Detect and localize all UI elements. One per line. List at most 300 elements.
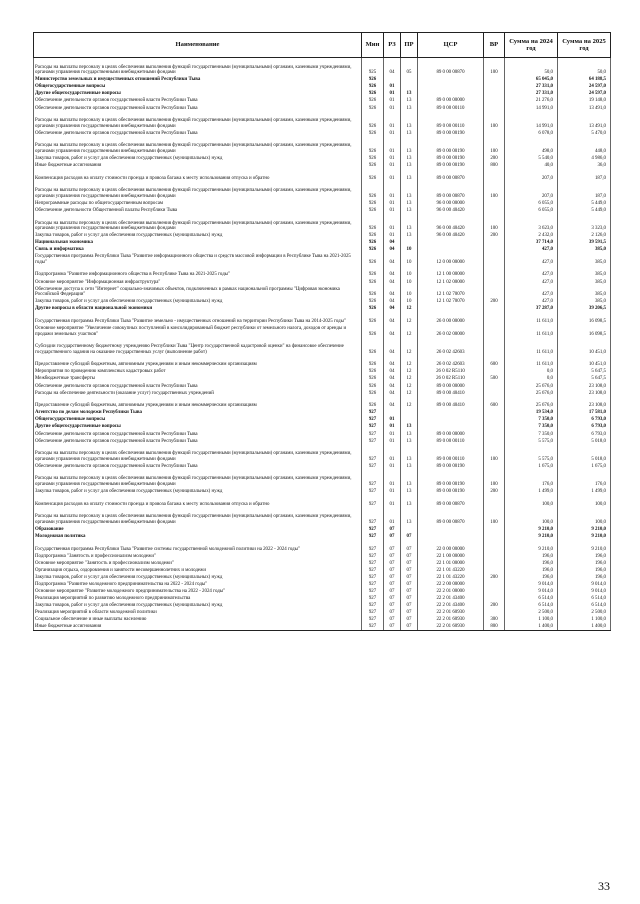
row-pr: 13 [401,104,418,111]
row-sum-2025: 10 451,0 [558,355,611,368]
row-sum-2024: 50,0 [505,58,558,76]
row-sum-2025: 187,0 [558,181,611,199]
table-row [34,90,611,97]
row-rz: 01 [384,469,401,487]
row-rz: 04 [384,58,401,76]
row-name: Закупка товаров, работ и услуг для обеспечения государственных (муниципальных) нужд [34,602,362,609]
row-sum-2024: 6 078,0 [505,129,558,136]
row-sum-2024: 196,0 [505,566,558,573]
row-min: 927 [362,559,384,566]
row-rz: 01 [384,169,401,182]
row-name: Обеспечение деятельности органов государственной власти Республики Тыва [34,430,362,437]
row-pr: 13 [401,97,418,104]
row-csr: 89 0 00 00190 [418,487,484,494]
table-row [34,437,611,444]
row-pr: 13 [401,437,418,444]
row-min: 927 [362,595,384,602]
row-rz: 01 [384,206,401,213]
row-pr [401,239,418,246]
row-vr [484,265,505,278]
header-rz: РЗ [384,33,401,58]
row-rz: 07 [384,532,401,539]
row-rz: 07 [384,587,401,594]
row-min: 927 [362,580,384,587]
row-min: 927 [362,616,384,623]
row-vr [484,337,505,355]
row-name: Основное мероприятие "Информационная инфраструктура" [34,278,362,285]
row-pr: 12 [401,324,418,337]
row-sum-2025: 5 018,0 [558,437,611,444]
row-vr [484,587,505,594]
row-vr [484,566,505,573]
row-sum-2025: 36,0 [558,161,611,168]
row-rz: 04 [384,375,401,382]
row-csr: 22 2 00 00000 [418,580,484,587]
row-rz: 01 [384,444,401,462]
row-csr [418,239,484,246]
row-min: 926 [362,396,384,409]
row-name: Другие общегосударственные вопросы [34,423,362,430]
row-csr: 96 0 00 40420 [418,213,484,231]
row-vr [484,312,505,325]
row-rz: 01 [384,104,401,111]
row-pr: 07 [401,587,418,594]
row-sum-2025: 39 206,5 [558,305,611,312]
row-min: 926 [362,161,384,168]
row-sum-2024: 6 514,0 [505,602,558,609]
row-vr [484,324,505,337]
table-row [34,324,611,337]
row-sum-2024: 196,0 [505,559,558,566]
row-sum-2024: 9 014,0 [505,580,558,587]
row-vr [484,76,505,83]
table-row [34,595,611,602]
row-csr: 26 0 02 R5110 [418,368,484,375]
row-name: Закупка товаров, работ и услуг для обеспечения государственных (муниципальных) нужд [34,232,362,239]
row-sum-2024: 196,0 [505,552,558,559]
row-min: 926 [362,129,384,136]
row-vr: 200 [484,232,505,239]
row-sum-2025: 23 108,0 [558,396,611,409]
row-vr: 300 [484,616,505,623]
row-sum-2024: 0,0 [505,375,558,382]
row-name: Обеспечение деятельности органов государственной власти Республики Тыва [34,104,362,111]
table-row [34,559,611,566]
row-min: 926 [362,382,384,389]
table-row [34,525,611,532]
row-sum-2024: 6 514,0 [505,595,558,602]
table-row [34,382,611,389]
row-csr: 22 1 00 00000 [418,552,484,559]
table-row [34,375,611,382]
row-min: 926 [362,298,384,305]
row-rz: 04 [384,396,401,409]
table-row [34,181,611,199]
page-number: 33 [598,879,610,893]
row-min: 926 [362,232,384,239]
row-csr [418,90,484,97]
row-sum-2025: 17 581,0 [558,409,611,416]
row-sum-2025: 5 647,5 [558,375,611,382]
row-sum-2024: 9 014,0 [505,587,558,594]
row-pr: 13 [401,90,418,97]
row-sum-2025: 9 014,0 [558,587,611,594]
row-csr [418,305,484,312]
row-vr: 100 [484,507,505,525]
row-name: Закупка товаров, работ и услуг для обеспечения государственных (муниципальных) нужд [34,487,362,494]
row-name: Расходы на выплаты персоналу в целях обеспечения выполнения функций государственными (муниципальными) органами, казенными учреждениями, органами управления государственными внебюджетными фондами [34,58,362,76]
table-row [34,602,611,609]
row-pr: 12 [401,396,418,409]
row-sum-2024: 100,0 [505,507,558,525]
row-vr [484,104,505,111]
row-rz: 04 [384,298,401,305]
row-sum-2024: 14 991,0 [505,111,558,129]
row-pr: 07 [401,623,418,630]
row-rz: 07 [384,539,401,552]
row-csr: 89 0 00 40410 [418,396,484,409]
row-name: Расходы на выплаты персоналу в целях обеспечения выполнения функций государственными (муниципальными) органами, казенными учреждениями, органами управления государственными внебюджетными фондами [34,111,362,129]
row-vr [484,285,505,298]
row-vr [484,595,505,602]
row-sum-2025: 5 470,0 [558,129,611,136]
row-sum-2024: 1 400,0 [505,623,558,630]
row-rz: 01 [384,154,401,161]
row-vr [484,239,505,246]
row-name: Расходы на выплаты персоналу в целях обеспечения выполнения функций государственными (муниципальными) органами, казенными учреждениями, органами управления государственными внебюджетными фондами [34,507,362,525]
row-vr [484,382,505,389]
row-vr [484,532,505,539]
row-csr: 26 0 02 R5110 [418,375,484,382]
row-csr: 22 2 01 60930 [418,623,484,630]
row-sum-2024: 27 331,0 [505,83,558,90]
row-csr: 89 0 00 00110 [418,111,484,129]
row-pr: 13 [401,507,418,525]
table-row [34,265,611,278]
row-min: 926 [362,337,384,355]
table-row [34,580,611,587]
row-min: 926 [362,76,384,83]
row-csr: 22 2 01 60930 [418,616,484,623]
table-row [34,298,611,305]
row-pr: 07 [401,602,418,609]
row-csr: 89 0 00 40410 [418,389,484,396]
row-pr: 07 [401,580,418,587]
row-sum-2024: 6 055,0 [505,199,558,206]
row-csr: 89 0 00 00000 [418,97,484,104]
row-name: Закупка товаров, работ и услуг для обеспечения государственных (муниципальных) нужд [34,573,362,580]
row-name: Реализация мероприятий по развитию молодежного предпринимательства [34,595,362,602]
row-rz: 01 [384,437,401,444]
row-sum-2024: 25 676,0 [505,389,558,396]
row-min: 926 [362,246,384,253]
row-sum-2025: 385,0 [558,265,611,278]
row-name: Подпрограмма "Занятость и профессионализм молодежи" [34,552,362,559]
row-min: 927 [362,566,384,573]
row-min: 926 [362,199,384,206]
row-sum-2024: 1 499,0 [505,487,558,494]
row-min: 927 [362,602,384,609]
row-sum-2025: 23 108,0 [558,382,611,389]
row-sum-2024: 100,0 [505,495,558,508]
row-min: 927 [362,525,384,532]
row-min: 926 [362,169,384,182]
row-name: Другие вопросы в области национальной экономики [34,305,362,312]
row-min: 927 [362,573,384,580]
row-csr: 12 1 02 70070 [418,298,484,305]
row-min: 926 [362,83,384,90]
row-vr: 200 [484,298,505,305]
row-pr: 07 [401,552,418,559]
row-sum-2025: 50,0 [558,58,611,76]
row-pr: 10 [401,298,418,305]
row-sum-2024: 14 991,0 [505,104,558,111]
row-rz: 07 [384,595,401,602]
row-name: Обеспечение деятельности Общественной палаты Республики Тыва [34,206,362,213]
row-vr [484,609,505,616]
row-vr: 800 [484,623,505,630]
row-sum-2025: 5 018,0 [558,444,611,462]
row-vr [484,206,505,213]
row-name: Предоставление субсидий бюджетным, автономным учреждениям и иным некоммерческим организациям [34,355,362,368]
table-row [34,444,611,462]
row-rz: 07 [384,609,401,616]
row-sum-2024: 5 575,0 [505,437,558,444]
row-name: Расходы на выплаты персоналу в целях обеспечения выполнения функций государственными (муниципальными) органами, казенными учреждениями, органами управления государственными внебюджетными фондами [34,136,362,154]
row-csr: 89 0 00 00870 [418,169,484,182]
row-sum-2025: 385,0 [558,298,611,305]
row-sum-2025: 9 210,0 [558,539,611,552]
row-sum-2024: 11 611,0 [505,355,558,368]
row-min: 926 [362,278,384,285]
row-csr: 89 0 00 00110 [418,444,484,462]
row-pr: 12 [401,382,418,389]
row-min: 926 [362,355,384,368]
row-name: Основное мероприятие "Увеличение совокупных поступлений в консолидированный бюджет республики от земельного налога, доходов от аренды и продажи земельных участков" [34,324,362,337]
row-rz: 04 [384,285,401,298]
row-sum-2024: 6 055,0 [505,206,558,213]
row-vr: 200 [484,487,505,494]
row-csr [418,246,484,253]
row-name: Иные бюджетные ассигнования [34,161,362,168]
row-sum-2024: 3 623,0 [505,213,558,231]
row-pr: 13 [401,495,418,508]
row-min: 927 [362,423,384,430]
row-sum-2024: 37 714,0 [505,239,558,246]
row-csr: 26 0 00 00000 [418,312,484,325]
row-pr: 13 [401,111,418,129]
row-pr: 12 [401,389,418,396]
row-vr [484,539,505,552]
row-rz: 07 [384,623,401,630]
row-name: Организация отдыха, оздоровления и занятости несовершеннолетних и молодежи [34,566,362,573]
row-sum-2025: 3 323,0 [558,213,611,231]
row-rz: 07 [384,552,401,559]
row-vr [484,199,505,206]
table-row [34,246,611,253]
row-rz: 01 [384,416,401,423]
row-vr [484,430,505,437]
row-csr: 89 0 00 00870 [418,507,484,525]
row-pr: 13 [401,161,418,168]
row-sum-2025: 6 514,0 [558,602,611,609]
row-sum-2024: 9 210,0 [505,539,558,552]
row-name: Межбюджетные трансферты [34,375,362,382]
table-row [34,58,611,76]
row-pr: 13 [401,154,418,161]
row-sum-2024: 176,0 [505,469,558,487]
row-rz: 01 [384,136,401,154]
row-csr: 22 1 01 00000 [418,559,484,566]
row-min: 926 [362,305,384,312]
row-csr: 22 1 01 43220 [418,566,484,573]
row-min: 927 [362,437,384,444]
row-vr [484,169,505,182]
row-min: 927 [362,409,384,416]
row-pr: 07 [401,609,418,616]
row-vr [484,90,505,97]
row-rz: 04 [384,324,401,337]
row-rz: 01 [384,487,401,494]
row-vr [484,409,505,416]
row-name: Государственная программа Республики Тыва "Развитие информационного общества и средств массовой информации в Республике Тыва на 2021-2025 годы" [34,253,362,266]
header-sum-2024: Сумма на 2024 год [505,33,558,58]
row-vr: 800 [484,161,505,168]
row-min: 926 [362,368,384,375]
table-row [34,507,611,525]
row-pr [401,525,418,532]
row-sum-2024: 19 534,0 [505,409,558,416]
row-sum-2025: 100,0 [558,495,611,508]
row-csr: 22 0 00 00000 [418,539,484,552]
row-vr: 100 [484,469,505,487]
row-pr: 12 [401,355,418,368]
row-min: 927 [362,495,384,508]
table-row [34,609,611,616]
table-row [34,566,611,573]
row-vr: 100 [484,444,505,462]
row-name: Основное мероприятие "Занятость и профессионализм молодежи" [34,559,362,566]
row-min: 926 [362,324,384,337]
row-csr: 89 0 00 00190 [418,161,484,168]
row-min: 926 [362,285,384,298]
row-sum-2025: 196,0 [558,552,611,559]
row-rz: 04 [384,253,401,266]
row-rz: 04 [384,246,401,253]
row-sum-2024: 11 611,0 [505,324,558,337]
table-row [34,206,611,213]
row-pr: 13 [401,232,418,239]
row-pr: 07 [401,559,418,566]
row-sum-2024: 2 500,0 [505,609,558,616]
header-name: Наименование [34,33,362,58]
row-sum-2025: 19 148,0 [558,97,611,104]
row-csr: 89 0 00 00190 [418,136,484,154]
row-sum-2025: 187,0 [558,169,611,182]
table-row [34,136,611,154]
row-sum-2025: 196,0 [558,566,611,573]
table-row [34,83,611,90]
row-pr: 13 [401,181,418,199]
row-min: 927 [362,623,384,630]
row-sum-2025: 2 500,0 [558,609,611,616]
row-min: 926 [362,312,384,325]
row-sum-2024: 25 676,0 [505,382,558,389]
row-sum-2024: 11 611,0 [505,337,558,355]
row-sum-2025: 24 597,0 [558,90,611,97]
row-vr [484,246,505,253]
row-sum-2024: 9 210,0 [505,532,558,539]
table-row [34,416,611,423]
row-rz: 04 [384,355,401,368]
row-pr: 13 [401,423,418,430]
row-sum-2025: 176,0 [558,469,611,487]
row-rz: 01 [384,161,401,168]
row-min: 927 [362,507,384,525]
row-name: Расходы на выплаты персоналу в целях обеспечения выполнения функций государственными (муниципальными) органами, казенными учреждениями, органами управления государственными внебюджетными фондами [34,469,362,487]
row-vr [484,416,505,423]
row-csr [418,76,484,83]
row-vr [484,552,505,559]
row-sum-2025: 6 514,0 [558,595,611,602]
row-name: Субсидии государственному бюджетному учреждению Республики Тыва "Центр государственной кадастровой оценки" на финансовое обеспечение государственного задания на оказание государственных услуг (выполнение работ) [34,337,362,355]
row-name: Закупка товаров, работ и услуг для обеспечения государственных (муниципальных) нужд [34,154,362,161]
table-row [34,312,611,325]
row-vr [484,525,505,532]
row-sum-2024: 27 331,0 [505,90,558,97]
row-min: 927 [362,487,384,494]
row-rz: 04 [384,305,401,312]
row-csr: 22 2 01 43400 [418,602,484,609]
row-rz: 01 [384,462,401,469]
row-rz: 07 [384,616,401,623]
row-min: 926 [362,111,384,129]
row-min: 926 [362,213,384,231]
row-min: 927 [362,539,384,552]
row-sum-2025: 385,0 [558,285,611,298]
row-csr: 89 0 00 00190 [418,129,484,136]
row-sum-2025: 24 597,0 [558,83,611,90]
row-pr: 13 [401,129,418,136]
row-name: Общегосударственные вопросы [34,83,362,90]
table-row [34,368,611,375]
row-sum-2024: 9 210,0 [505,525,558,532]
row-sum-2024: 25 676,0 [505,396,558,409]
row-rz: 01 [384,97,401,104]
row-pr: 13 [401,213,418,231]
row-csr [418,416,484,423]
row-sum-2025: 2 126,0 [558,232,611,239]
budget-table [33,32,611,631]
row-pr: 12 [401,337,418,355]
row-csr: 26 0 02 42603 [418,337,484,355]
row-vr: 600 [484,396,505,409]
row-csr: 22 2 01 00000 [418,587,484,594]
row-name: Иные бюджетные ассигнования [34,623,362,630]
row-vr: 200 [484,573,505,580]
row-pr: 13 [401,430,418,437]
row-sum-2024: 1 100,0 [505,616,558,623]
row-rz: 07 [384,525,401,532]
row-name: Обеспечение деятельности органов государственной власти Республики Тыва [34,437,362,444]
row-rz: 01 [384,213,401,231]
row-sum-2024: 427,0 [505,298,558,305]
row-name: Социальное обеспечение и иные выплаты населению [34,616,362,623]
row-sum-2025: 9 210,0 [558,525,611,532]
row-csr: 89 0 00 00110 [418,437,484,444]
row-csr: 89 0 00 00870 [418,181,484,199]
row-rz: 01 [384,111,401,129]
